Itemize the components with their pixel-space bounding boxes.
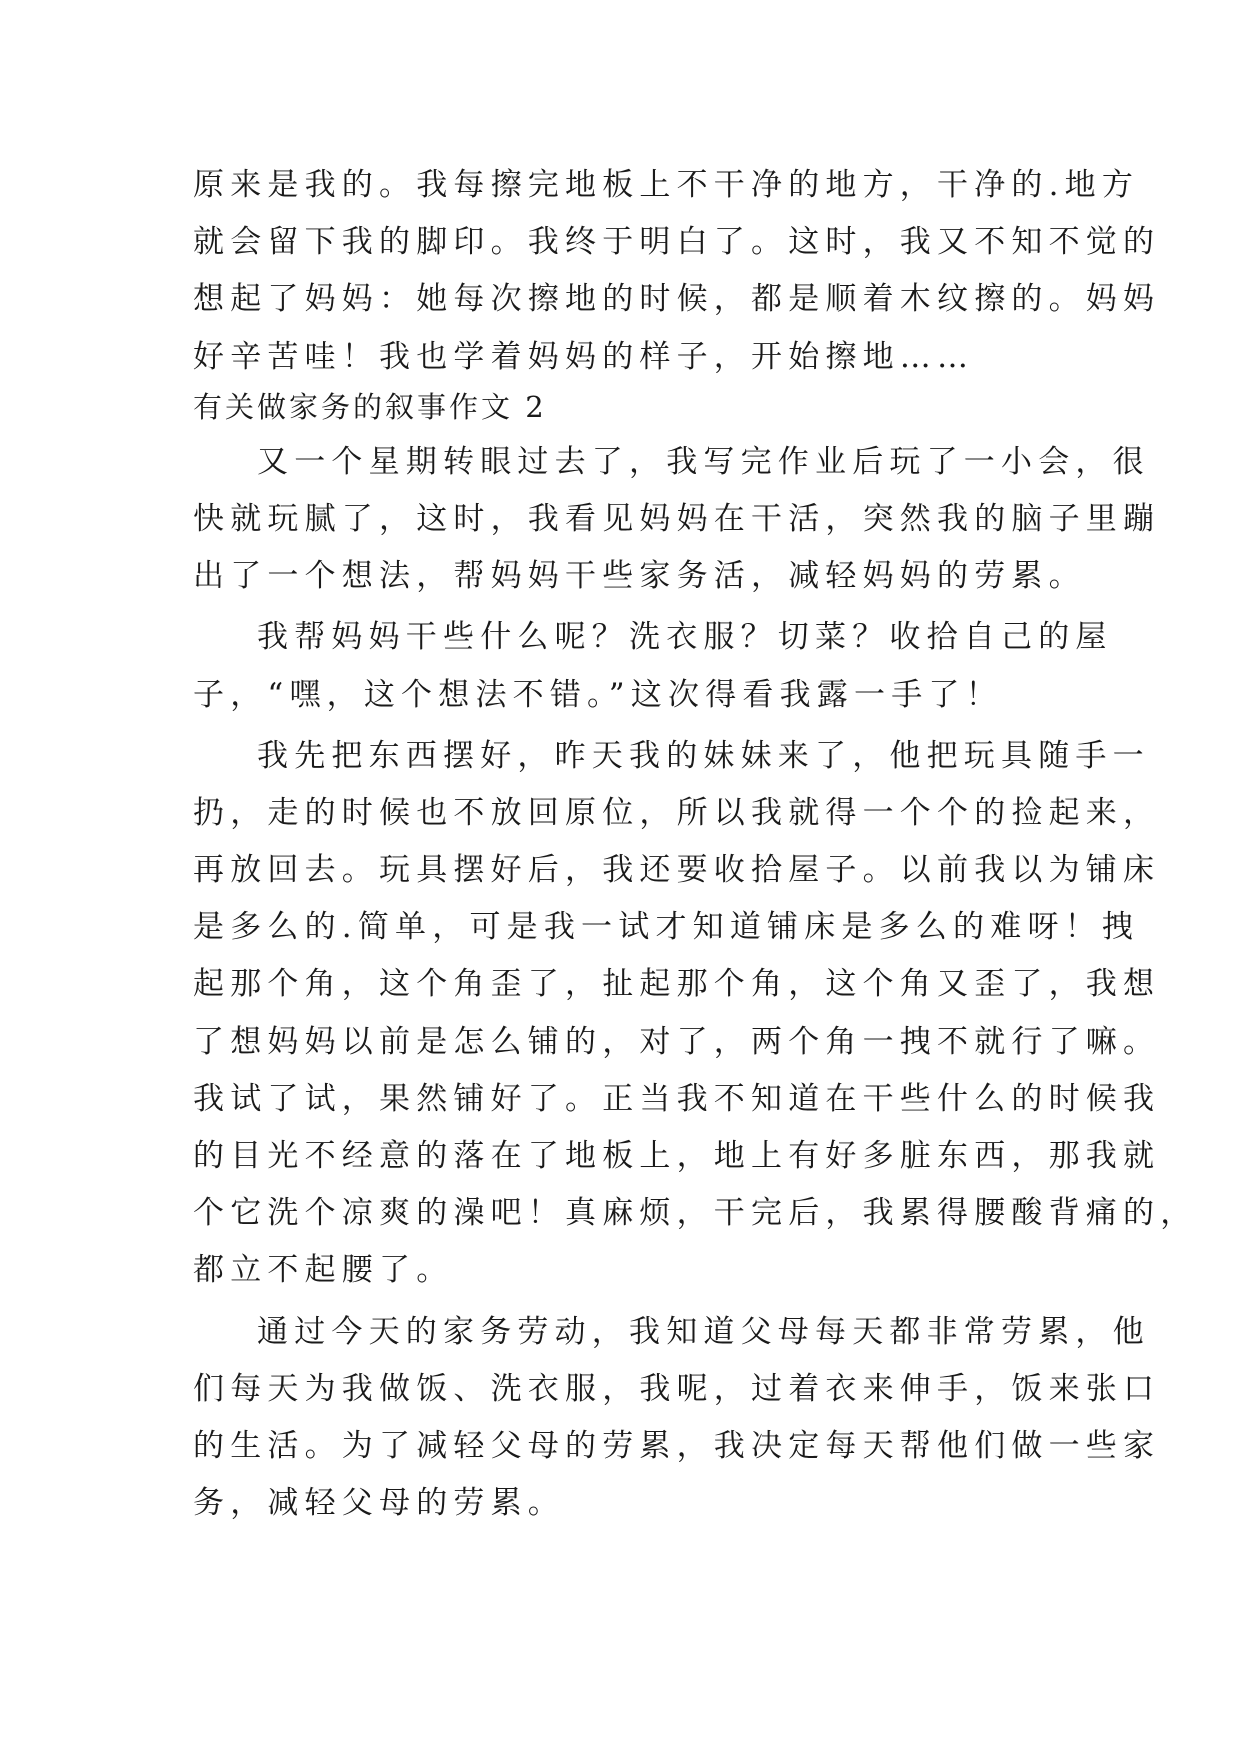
text-line: 我帮妈妈干些什么呢？洗衣服？切菜？收拾自己的屋 bbox=[257, 619, 1113, 656]
text-line: 快就玩腻了，这时，我看见妈妈在干活，突然我的脑子里蹦 bbox=[193, 500, 1161, 537]
paragraph-2 bbox=[193, 609, 1113, 723]
paragraph-3 bbox=[193, 728, 1198, 1300]
text-line: 了想妈妈以前是怎么铺的，对了，两个角一拽不就行了嘛。 bbox=[193, 1023, 1161, 1060]
text-line: 就会留下我的脚印。我终于明白了。这时，我又不知不觉的 bbox=[193, 224, 1161, 261]
text-line: 的目光不经意的落在了地板上，地上有好多脏东西，那我就 bbox=[193, 1138, 1161, 1174]
text-line: 起那个角，这个角歪了，扯起那个角，这个角又歪了，我想 bbox=[193, 966, 1161, 1003]
text-line: 务，减轻父母的劳累。 bbox=[193, 1485, 565, 1522]
text-line: 都立不起腰了。 bbox=[193, 1252, 454, 1289]
text-line: 又一个星期转眼过去了，我写完作业后玩了一小会，很 bbox=[257, 443, 1150, 480]
text-line: 好辛苦哇！我也学着妈妈的样子，开始擦地…… bbox=[193, 338, 975, 375]
text-line: 扔，走的时候也不放回原位，所以我就得一个个的捡起来， bbox=[193, 794, 1161, 831]
paragraph-1 bbox=[193, 434, 1161, 606]
text-line: 是多么的.简单，可是我一试才知道铺床是多么的难呀！拽 bbox=[193, 909, 1140, 946]
text-line: 原来是我的。我每擦完地板上不干净的地方，干净的.地方 bbox=[193, 167, 1140, 203]
text-line: 出了一个想法，帮妈妈干些家务活，减轻妈妈的劳累。 bbox=[193, 558, 1086, 595]
text-line: 的生活。为了减轻父母的劳累，我决定每天帮他们做一些家 bbox=[193, 1427, 1161, 1464]
document-body bbox=[193, 157, 1198, 1532]
text-line: 我试了试，果然铺好了。正当我不知道在干些什么的时候我 bbox=[193, 1080, 1161, 1117]
text-line: 子，“嘿，这个想法不错。”这次得看我露一手了！ bbox=[193, 676, 1003, 713]
essay-heading: 有关做家务的叙事作文 2 bbox=[193, 389, 547, 424]
text-line: 我先把东西摆好，昨天我的妹妹来了，他把玩具随手一 bbox=[257, 737, 1150, 774]
paragraph-4 bbox=[193, 1304, 1161, 1533]
intro-paragraph bbox=[193, 157, 1161, 386]
text-line: 想起了妈妈：她每次擦地的时候，都是顺着木纹擦的。妈妈 bbox=[193, 281, 1161, 318]
text-line: 再放回去。玩具摆好后，我还要收拾屋子。以前我以为铺床 bbox=[193, 852, 1161, 889]
text-line: 通过今天的家务劳动，我知道父母每天都非常劳累，他 bbox=[257, 1313, 1150, 1350]
text-line: 们每天为我做饭、洗衣服，我呢，过着衣来伸手，饭来张口 bbox=[193, 1370, 1161, 1407]
text-line: 个它洗个凉爽的澡吧！真麻烦，干完后，我累得腰酸背痛的， bbox=[193, 1195, 1198, 1232]
